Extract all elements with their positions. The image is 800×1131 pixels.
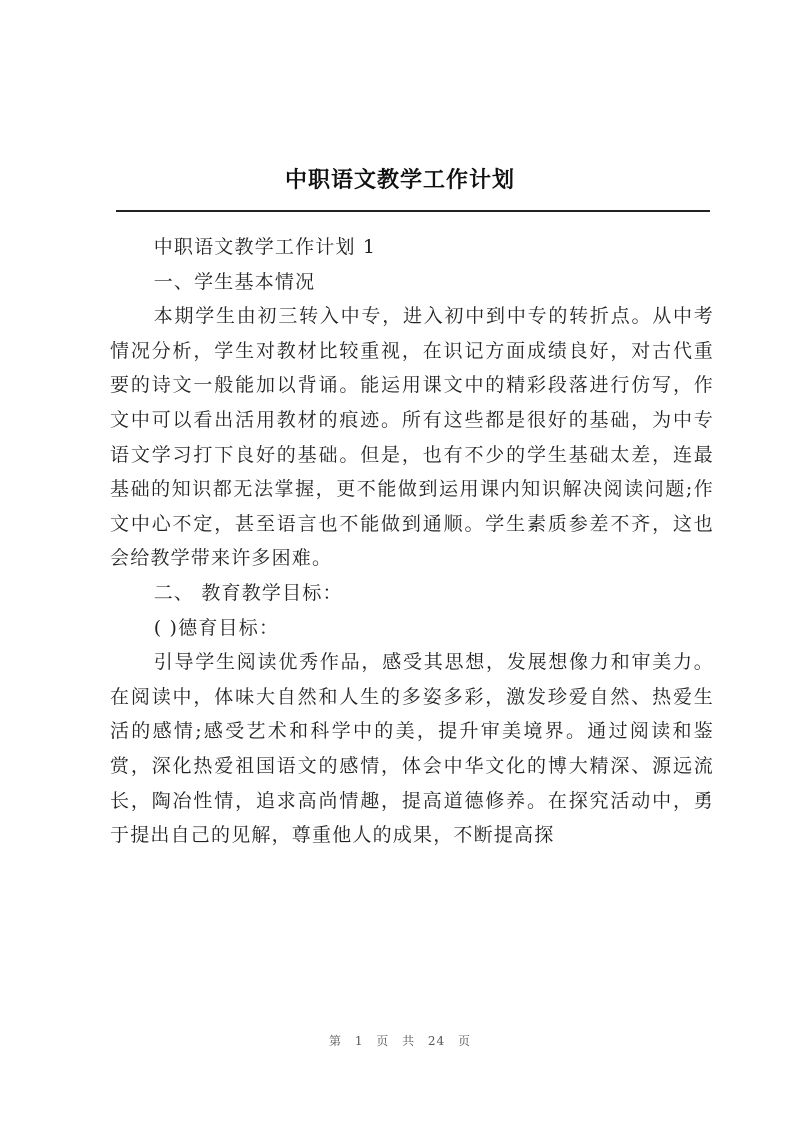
subheading-teaching-goals: 二、 教育教学目标： [153,581,343,604]
subheading-student-situation: 一、学生基本情况 [153,270,316,293]
document-title: 中职语文教学工作计划 [284,167,515,193]
page-number: 第 1 页 共 24 页 [329,1034,471,1048]
subheading-moral-goals: ( )德育目标： [153,616,280,639]
paragraph-moral-goals: 引导学生阅读优秀作品，感受其思想，发展想像力和审美力。在阅读中，体味大自然和人生的多姿多彩，激发珍爱自然、热爱生活的感情;感受艺术和科学中的美，提升审美境界。通过阅读和鉴赏，深化热爱祖国语文的感情，体会中华文化的博大精深、源远流长，陶冶性情，追求高尚情趣，提高道德修养。在探究活动中，勇于提出自己的见解，尊重他人的成果，不断提高探 [110,651,714,847]
section-heading: 中职语文教学工作计划 1 [153,236,377,258]
title-divider [116,210,710,212]
document-body [110,230,714,853]
paragraph-student-situation: 本期学生由初三转入中专，进入初中到中专的转折点。从中考情况分析，学生对教材比较重视，在识记方面成绩良好，对古代重要的诗文一般能加以背诵。能运用课文中的精彩段落进行仿写，作文中可以看出活用教材的痕迹。所有这些都是很好的基础，为中专语文学习打下良好的基础。但是，也有不少的学生基础太差，连最基础的知识都无法掌握，更不能做到运用课内知识解决阅读问题;作文中心不定，甚至语言也不能做到通顺。学生素质参差不齐，这也会给教学带来许多困难。 [110,305,714,570]
